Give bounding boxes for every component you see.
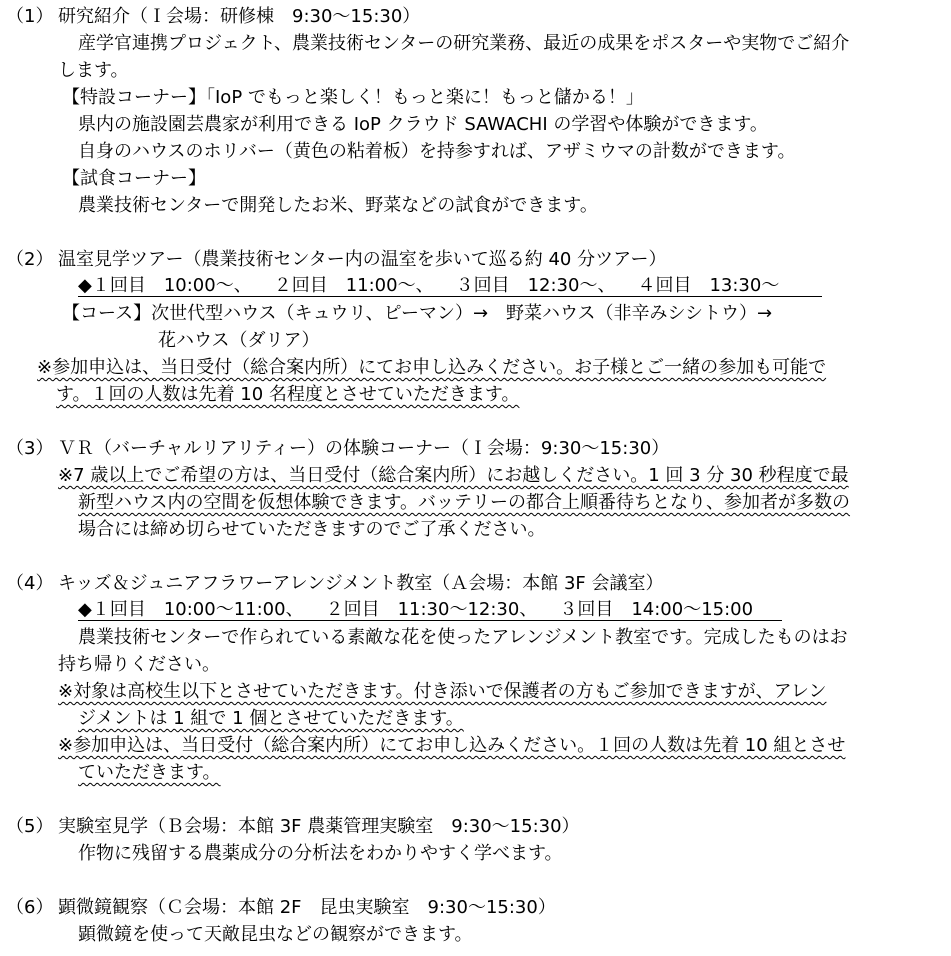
section-3-number: （3）: [6, 438, 54, 459]
schedule-slot: ◆１回目 10:00〜11:00、: [78, 599, 304, 620]
schedule-slot: ４回目 13:30〜: [637, 275, 780, 296]
section-3-note-cont-2: 場合には締め切らせていただきますのでご了承ください。: [78, 519, 546, 540]
section-1-special-line-1: 県内の施設園芸農家が利用できる IoP クラウド SAWACHI の学習や体験ができます。: [78, 114, 768, 135]
section-4-note-1: ※対象は高校生以下とさせていただきます。付き添いで保護者の方もご参加できますが、アレン: [58, 681, 827, 702]
section-5-desc: 作物に残留する農薬成分の分析法をわかりやすく学べます。: [78, 843, 563, 864]
section-4-desc-cont: 持ち帰りください。: [58, 654, 220, 675]
section-5-number: （5）: [6, 816, 54, 837]
section-2-heading: 温室見学ツアー（農業技術センター内の温室を歩いて巡る約 40 分ツアー）: [58, 249, 667, 270]
schedule-slot: ◆１回目 10:00〜、: [78, 275, 252, 296]
section-6-number: （6）: [6, 897, 54, 918]
section-1-tasting-line: 農業技術センターで開発したお米、野菜などの試食ができます。: [78, 195, 598, 216]
schedule-slot: ２回目 11:00〜、: [273, 275, 434, 296]
schedule-slot: ３回目 14:00〜15:00: [559, 599, 754, 620]
section-5-heading: 実験室見学（Ｂ会場：本館 3F 農薬管理実験室 9:30〜15:30）: [58, 816, 580, 837]
section-1-desc: 産学官連携プロジェクト、農業技術センターの研究業務、最近の成果をポスターや実物でご紹介: [78, 33, 850, 54]
section-2-course: 【コース】次世代型ハウス（キュウリ、ピーマン）→ 野菜ハウス（非辛みシシトウ）→: [62, 303, 773, 324]
section-2-note-cont: す。１回の人数は先着 10 名程度とさせていただきます。: [56, 384, 520, 405]
section-3-note-cont-1: 新型ハウス内の空間を仮想体験できます。バッテリーの都合上順番待ちとなり、参加者が多数の: [78, 492, 851, 513]
section-3-note: ※7 歳以上でご希望の方は、当日受付（総合案内所）にお越しください。1 回 3 分 30 秒程度で最: [58, 465, 849, 486]
section-4-note-2-cont: ていただきます。: [78, 762, 221, 783]
section-6-heading: 顕微鏡観察（Ｃ会場：本館 2F 昆虫実験室 9:30〜15:30）: [58, 897, 556, 918]
section-1-tasting-label: 【試食コーナー】: [62, 168, 206, 189]
section-2-course-cont: 花ハウス（ダリア）: [158, 330, 320, 351]
section-3-heading: ＶＲ（バーチャルリアリティー）の体験コーナー（Ｉ会場：9:30〜15:30）: [58, 438, 670, 459]
section-4-schedule: [78, 597, 782, 621]
schedule-slot: ２回目 11:30〜12:30、: [325, 599, 538, 620]
section-2-schedule: [78, 273, 822, 297]
section-1-number: （1）: [6, 6, 54, 27]
section-4-note-1-cont: ジメントは 1 組で 1 個とさせていただきます。: [78, 708, 464, 729]
section-4-desc: 農業技術センターで作られている素敵な花を使ったアレンジメント教室です。完成したものはお: [78, 627, 848, 648]
section-1-special-label: 【特設コーナー】「IoP でもっと楽しく！もっと楽に！もっと儲かる！」: [62, 87, 644, 108]
section-6-desc: 顕微鏡を使って天敵昆虫などの観察ができます。: [78, 924, 473, 945]
section-2-number: （2）: [6, 249, 54, 270]
section-1-special-line-2: 自身のハウスのホリバー（黄色の粘着板）を持参すれば、アザミウマの計数ができます。: [78, 141, 796, 162]
section-4-note-2: ※参加申込は、当日受付（総合案内所）にてお申し込みください。１回の人数は先着 10 組とさせ: [58, 735, 846, 756]
section-2-note: ※参加申込は、当日受付（総合案内所）にてお申し込みください。お子様とご一緒の参加も可能で: [37, 357, 827, 378]
section-1-desc-cont: します。: [58, 60, 129, 81]
section-4-number: （4）: [6, 573, 54, 594]
section-4-heading: キッズ＆ジュニアフラワーアレンジメント教室（Ａ会場：本館 3F 会議室）: [58, 573, 664, 594]
section-1-heading: 研究紹介（Ｉ会場：研修棟 9:30〜15:30）: [58, 6, 421, 27]
schedule-slot: ３回目 12:30〜、: [455, 275, 616, 296]
